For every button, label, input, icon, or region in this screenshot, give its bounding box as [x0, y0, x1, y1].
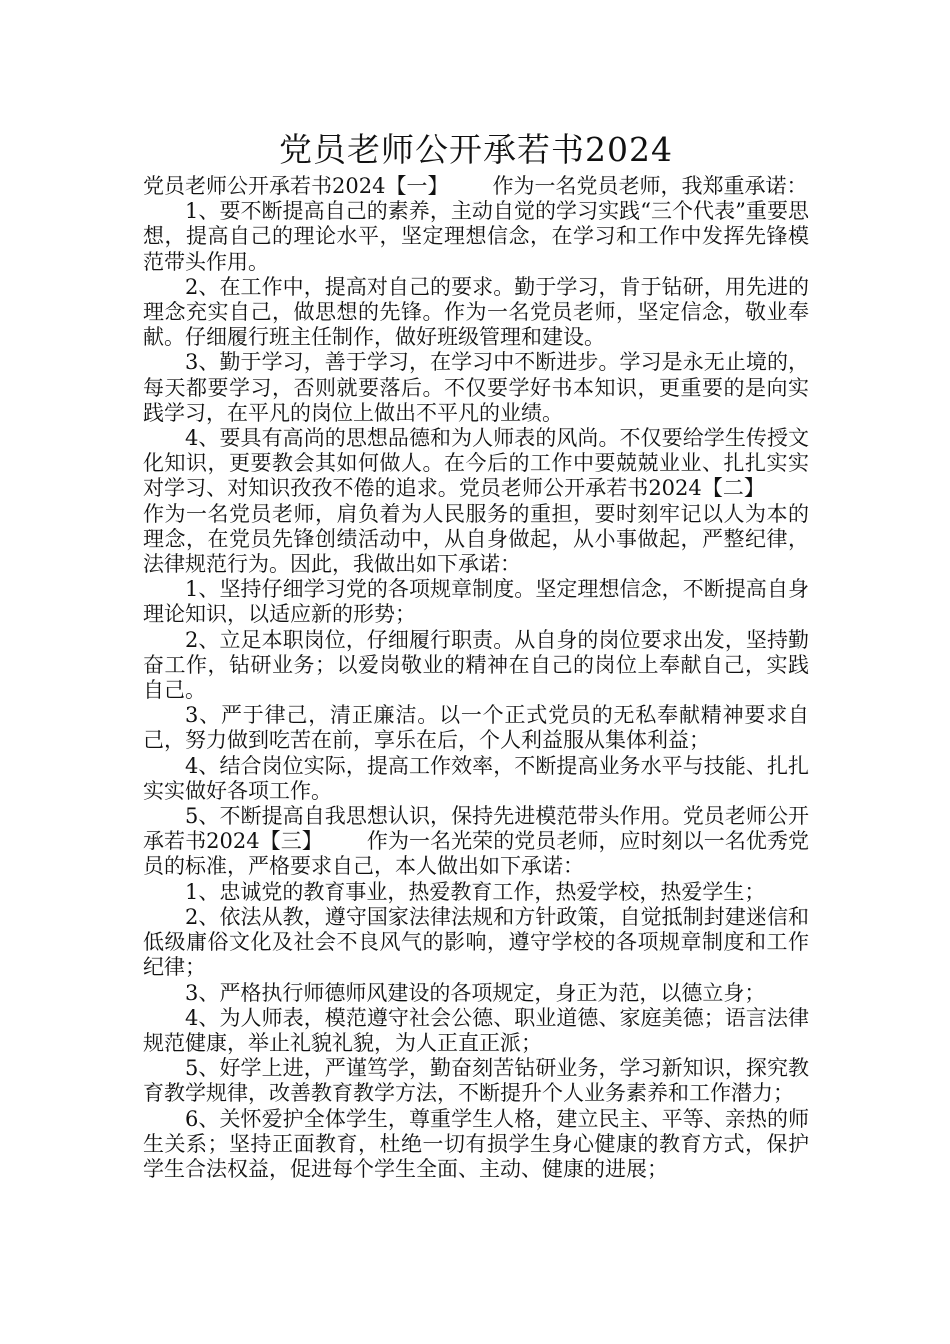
paragraph-intro [143, 174, 809, 199]
paragraph-text: 3、勤于学习，善于学习，在学习中不断进步。学习是永无止境的，每天都要学习，否则就要落后。不仅要学好书本知识，更重要的是向实践学习，在平凡的岗位上做出不平凡的业绩。 [143, 350, 809, 425]
paragraph [143, 1006, 809, 1056]
paragraph-text: 2、在工作中，提高对自己的要求。勤于学习，肯于钻研，用先进的理念充实自己，做思想的先锋。作为一名党员老师，坚定信念，敬业奉献。仔细履行班主任制作，做好班级管理和建设。 [143, 274, 809, 350]
paragraph-text: 1、忠诚党的教育事业，热爱教育工作，热爱学校，热爱学生； [185, 879, 766, 904]
paragraph-text: 1、要不断提高自己的素养，主动自觉的学习实践“三个代表”重要思想，提高自己的理论水平，坚定理想信念，在学习和工作中发挥先锋模范带头作用。 [143, 199, 809, 274]
paragraph [143, 880, 809, 905]
paragraph [143, 426, 809, 577]
document-body [143, 174, 809, 1182]
paragraph [143, 703, 809, 753]
paragraph [143, 754, 809, 804]
paragraph [143, 804, 809, 880]
section-heading-1: 党员老师公开承若书2024【一】 [143, 174, 449, 198]
paragraph [143, 628, 809, 704]
paragraph [143, 981, 809, 1006]
paragraph-text: 2、依法从教，遵守国家法律法规和方针政策，自觉抵制封建迷信和低级庸俗文化及社会不良风气的影响，遵守学校的各项规章制度和工作纪律； [143, 904, 809, 980]
paragraph-text: 作为一名党员老师，我郑重承诺： [492, 174, 808, 198]
paragraph-text: 2、立足本职岗位，仔细履行职责。从自身的岗位要求出发，坚持勤奋工作，钻研业务；以爱岗敬业的精神在自己的岗位上奉献自己，实践自己。 [143, 627, 809, 703]
paragraph-text: 5、不断提高自我思想认识，保持先进模范带头作用。党员老师公开承若书2024【三】 [143, 804, 809, 854]
paragraph [143, 1107, 809, 1183]
paragraph-text: 作为一名党员老师，肩负着为人民服务的重担，要时刻牢记以人为本的理念，在党员先锋创绩活动中，从自身做起，从小事做起，严整纪律，法律规范行为。因此，我做出如下承诺： [143, 501, 809, 577]
paragraph-text: 3、严于律己，清正廉洁。以一个正式党员的无私奉献精神要求自己，努力做到吃苦在前，享乐在后，个人利益服从集体利益； [143, 703, 809, 753]
paragraph [143, 350, 809, 426]
document-title: 党员老师公开承若书2024 [279, 130, 673, 169]
paragraph [143, 1056, 809, 1106]
paragraph-text: 5、好学上进，严谨笃学，勤奋刻苦钻研业务，学习新知识，探究教育教学规律，改善教育教学方法，不断提升个人业务素养和工作潜力； [143, 1056, 809, 1106]
paragraph-text: 1、坚持仔细学习党的各项规章制度。坚定理想信念，不断提高自身理论知识，以适应新的形势； [143, 577, 809, 627]
document-page [143, 128, 809, 1182]
paragraph-text: 6、关怀爱护全体学生，尊重学生人格，建立民主、平等、亲热的师生关系；坚持正面教育，杜绝一切有损学生身心健康的教育方式，保护学生合法权益，促进每个学生全面、主动、健康的进展； [143, 1106, 809, 1181]
paragraph [143, 199, 809, 275]
paragraph-text: 3、严格执行师德师风建设的各项规定，身正为范，以德立身； [185, 980, 766, 1005]
paragraph-text: 4、要具有高尚的思想品德和为人师表的风尚。不仅要给学生传授文化知识，更要教会其如何做人。在今后的工作中要兢兢业业、扎扎实实对学习、对知识孜孜不倦的追求。党员老师公开承若书2024【二】 [143, 426, 809, 501]
paragraph-text: 4、为人师表，模范遵守社会公德、职业道德、家庭美德；语言法律规范健康，举止礼貌礼貌，为人正直正派； [143, 1005, 809, 1055]
paragraph [143, 905, 809, 981]
paragraph [143, 275, 809, 351]
paragraph-text: 作为一名光荣的党员老师，应时刻以一名优秀党员的标准，严格要求自己，本人做出如下承诺： [143, 829, 810, 879]
paragraph [143, 577, 809, 627]
paragraph-text: 4、结合岗位实际，提高工作效率，不断提高业务水平与技能、扎扎实实做好各项工作。 [143, 753, 809, 803]
